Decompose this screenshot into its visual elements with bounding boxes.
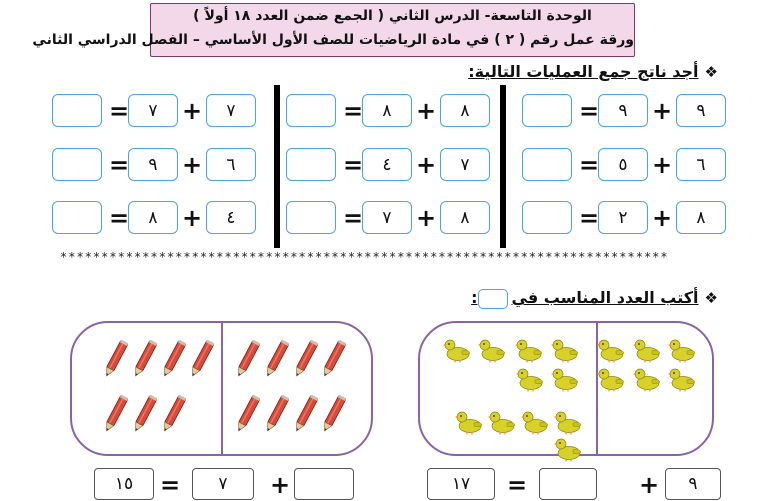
- plus-sign: +: [415, 96, 437, 125]
- duck-icon: [487, 409, 517, 435]
- section-count-colon: :: [471, 288, 478, 307]
- answer-box[interactable]: [286, 201, 336, 234]
- pencil-icon: [292, 338, 318, 382]
- diamond-bullet-icon: ❖: [704, 289, 718, 307]
- duck-icon: [632, 366, 662, 392]
- duck-icon: [553, 409, 583, 435]
- plus-sign: +: [651, 203, 673, 232]
- equals-sign: =: [108, 150, 130, 179]
- duck-icon: [667, 337, 697, 363]
- addend-second-box: ٨: [362, 94, 412, 127]
- equals-sign: =: [506, 470, 528, 499]
- duck-icon: [596, 366, 626, 392]
- answer-box[interactable]: [52, 201, 102, 234]
- addend-second-box: ٨: [128, 201, 178, 234]
- equals-sign: =: [108, 203, 130, 232]
- duck-icon: [477, 337, 507, 363]
- addend-first-box: ٤: [206, 201, 256, 234]
- pencil-icon: [131, 393, 157, 437]
- addend-second-box: ٧: [362, 201, 412, 234]
- duck-icon: [442, 337, 472, 363]
- equals-sign: =: [578, 96, 600, 125]
- addend-second-box: ٥: [598, 148, 648, 181]
- addend-second-box[interactable]: [539, 468, 597, 500]
- plus-sign: +: [415, 150, 437, 179]
- sum-box: ١٧: [427, 468, 495, 500]
- worksheet-header: [32, 3, 635, 57]
- addend-first-box: ٧: [206, 94, 256, 127]
- duck-icon: [515, 366, 545, 392]
- duck-picture-panel: [418, 321, 714, 456]
- equals-sign: =: [578, 150, 600, 179]
- pencil-icon: [234, 338, 260, 382]
- answer-box[interactable]: [522, 148, 572, 181]
- addend-second-box: ٩: [598, 94, 648, 127]
- plus-sign: +: [638, 470, 660, 499]
- addend-second-box: ٧: [192, 468, 254, 500]
- pencil-icon: [263, 393, 289, 437]
- sum-box: ١٥: [94, 468, 154, 500]
- section-count-title: [471, 288, 718, 309]
- duck-icon: [632, 337, 662, 363]
- plus-sign: +: [651, 150, 673, 179]
- addend-first-box: ٦: [206, 148, 256, 181]
- plus-sign: +: [651, 96, 673, 125]
- duck-icon: [550, 337, 580, 363]
- answer-box[interactable]: [522, 94, 572, 127]
- pencil-icon: [102, 393, 128, 437]
- answer-box[interactable]: [286, 94, 336, 127]
- answer-box[interactable]: [52, 94, 102, 127]
- duck-icon: [553, 436, 583, 462]
- pencil-icon: [131, 338, 157, 382]
- equals-sign: =: [159, 470, 181, 499]
- addend-first-box[interactable]: [294, 468, 354, 500]
- pencil-icon: [320, 393, 346, 437]
- equals-sign: =: [108, 96, 130, 125]
- pencil-icon: [234, 393, 260, 437]
- plus-sign: +: [181, 203, 203, 232]
- answer-box[interactable]: [286, 148, 336, 181]
- answer-box-icon: [478, 289, 508, 309]
- addend-first-box: ٧: [440, 148, 490, 181]
- duck-icon: [520, 409, 550, 435]
- header-subtitle-line: ورقة عمل رقم ( ٢ ) في مادة الرياضيات للصف الأول الأساسي – الفصل الدراسي الثاني: [32, 32, 634, 48]
- duck-icon: [514, 337, 544, 363]
- equals-sign: =: [342, 96, 364, 125]
- addend-second-box: ٧: [128, 94, 178, 127]
- section-addition-label: أجد ناتج جمع العمليات التالية:: [468, 62, 699, 81]
- answer-box[interactable]: [522, 201, 572, 234]
- pencil-icon: [292, 393, 318, 437]
- pencil-icon: [263, 338, 289, 382]
- addend-second-box: ٢: [598, 201, 648, 234]
- addend-second-box: ٤: [362, 148, 412, 181]
- addend-first-box: ٩: [676, 94, 726, 127]
- equals-sign: =: [342, 203, 364, 232]
- plus-sign: +: [181, 150, 203, 179]
- addend-first-box: ٨: [440, 201, 490, 234]
- section-addition-title: [468, 62, 718, 81]
- addend-first-box: ٩: [665, 468, 721, 500]
- answer-box[interactable]: [52, 148, 102, 181]
- equals-sign: =: [342, 150, 364, 179]
- pencil-icon: [320, 338, 346, 382]
- plus-sign: +: [415, 203, 437, 232]
- diamond-bullet-icon: ❖: [704, 63, 718, 81]
- separator-line: **************************************************************************: [60, 250, 669, 264]
- column-divider: [500, 85, 506, 248]
- pencil-icon: [188, 338, 214, 382]
- column-divider: [274, 85, 280, 248]
- pencil-icon: [160, 393, 186, 437]
- duck-icon: [454, 409, 484, 435]
- pencil-icon: [160, 338, 186, 382]
- panel-divider: [221, 323, 223, 454]
- pencil-icon: [102, 338, 128, 382]
- addend-first-box: ٨: [676, 201, 726, 234]
- addend-first-box: ٦: [676, 148, 726, 181]
- header-title-line: الوحدة التاسعة- الدرس الثاني ( الجمع ضمن العدد ١٨ أولاً ): [193, 8, 592, 24]
- pencil-picture-panel: [70, 321, 373, 456]
- addend-second-box: ٩: [128, 148, 178, 181]
- duck-icon: [550, 366, 580, 392]
- equals-sign: =: [578, 203, 600, 232]
- plus-sign: +: [181, 96, 203, 125]
- addend-first-box: ٨: [440, 94, 490, 127]
- duck-icon: [667, 366, 697, 392]
- duck-icon: [596, 337, 626, 363]
- plus-sign: +: [269, 470, 291, 499]
- section-count-label: أكتب العدد المناسب في: [511, 288, 699, 307]
